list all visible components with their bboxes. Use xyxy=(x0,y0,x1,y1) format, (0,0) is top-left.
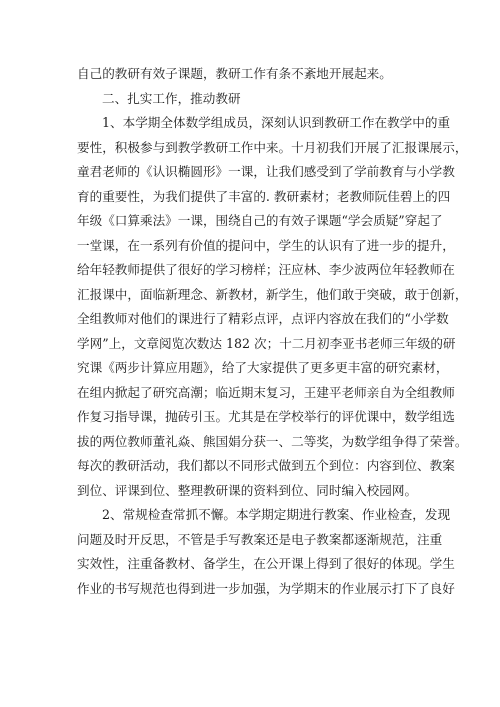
text-line: 要性，积极参与到教学教研工作中来。十月初我们开展了汇报课展示， xyxy=(77,139,468,155)
text-line: 汇报课中，面临新理念、新教材，新学生，他们敢于突破，敢于创新， xyxy=(77,286,468,302)
text-line: 给年轻教师提供了很好的学习榜样；汪应林、李少波两位年轻教师在 xyxy=(77,262,455,277)
text-line: 作业的书写规范也得到进一步加强，为学期末的作业展示打下了良好 xyxy=(77,580,455,596)
text-line: 拔的两位教师董礼焱、熊国娟分获一、二等奖，为数学组争得了荣誉。 xyxy=(77,433,468,449)
text-line: 在组内掀起了研究高潮；临近期末复习，王建平老师亲自为全组教师 xyxy=(77,384,455,400)
text-line: 究课《两步计算应用题》，给了大家提供了更多更丰富的研究素材， xyxy=(77,360,449,375)
text-line: 学网”上，文章阅览次数达 182 次；十二月初李亚书老师三年级的研 xyxy=(77,335,456,351)
text-line: 一堂课，在一系列有价值的提问中，学生的认识有了进一步的提升， xyxy=(77,237,455,253)
text-line: 自己的教研有效子课题，教研工作有条不紊地开展起来。 xyxy=(77,66,392,81)
document-page xyxy=(77,62,468,601)
text-line: 童君老师的《认识椭圆形》一课，让我们感受到了学前教育与小学教 xyxy=(77,164,455,179)
text-line: 年级《口算乘法》一课，围绕自己的有效子课题“学会质疑”穿起了 xyxy=(77,213,443,228)
text-line: 每次的教研活动，我们都以不同形式做到五个到位：内容到位、教案 xyxy=(77,458,455,473)
text-line: 作复习指导课，抛砖引玉。尤其是在学校举行的评优课中，数学组选 xyxy=(77,409,455,424)
text-line: 实效性，注重备教材、备学生，在公开课上得到了很好的体现。学生 xyxy=(77,556,455,571)
text-line: 1、本学期全体数学组成员，深刻认识到教研工作在教学中的重 xyxy=(102,115,451,130)
text-line: 2、常规检查常抓不懈。本学期定期进行教案、作业检查，发现 xyxy=(102,507,451,522)
section-heading: 二、扎实工作，推动教研 xyxy=(102,90,241,106)
text-line: 问题及时开反思，不管是手写教案还是电子教案都逐渐规范，注重 xyxy=(77,531,443,547)
text-line: 育的重要性，为我们提供了丰富的. 教研素材；老教师阮佳碧上的四 xyxy=(77,188,451,204)
text-line: 到位、评课到位、整理教研课的资料到位、同时编入校园网。 xyxy=(77,482,418,498)
text-line: 全组教师对他们的课进行了精彩点评，点评内容放在我们的“小学数 xyxy=(77,311,449,326)
